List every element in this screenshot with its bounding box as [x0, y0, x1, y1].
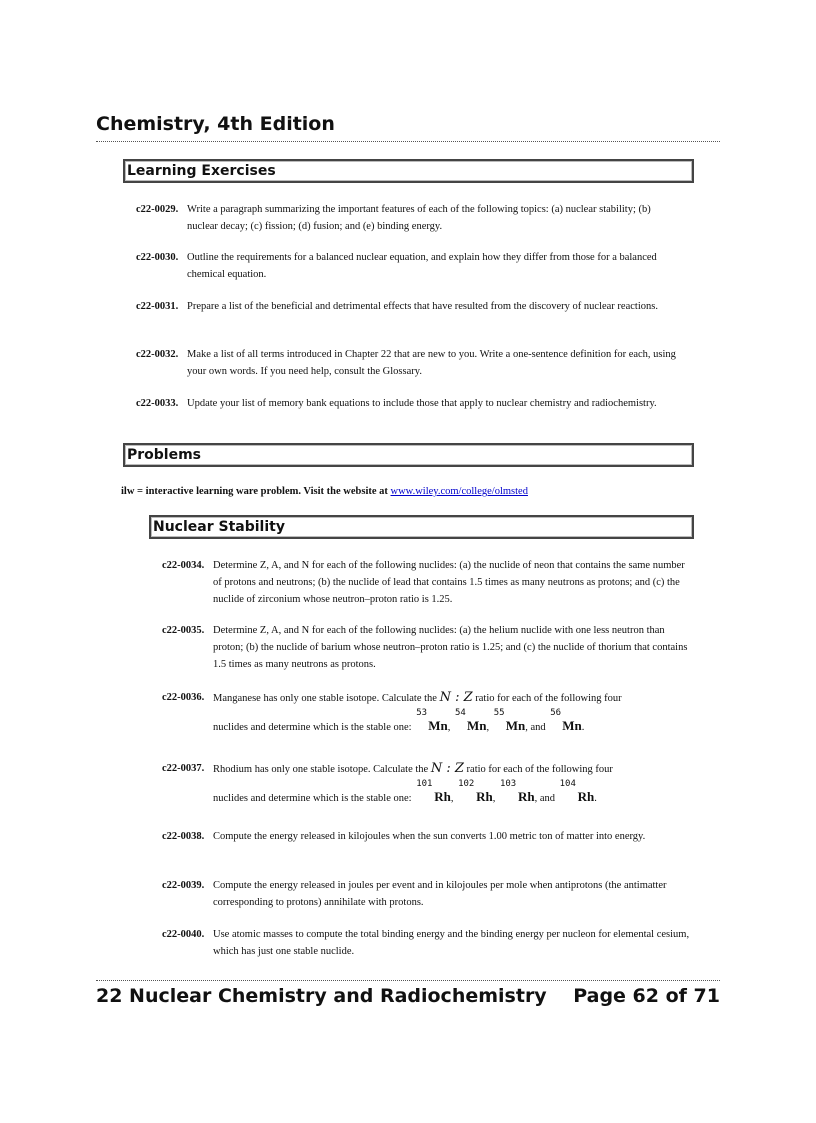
exercise-number: c22-0032.	[136, 349, 179, 360]
problem-number: c22-0036.	[162, 692, 205, 703]
isotope	[458, 779, 493, 807]
problem-text: Determine Z, A, and N for each of the following nuclides: (a) the helium nuclide with one less neutron than proton; (b) the nuclide of barium whose neutron–proton ratio is 1.25; and (c) the nuclide of thorium that contains 1.5 times as many neutrons as protons.	[213, 625, 688, 670]
exercise-item	[136, 249, 684, 283]
mass-number: 55	[493, 708, 505, 718]
problem-text: ratio for each of the following four	[466, 764, 613, 775]
problem-text: Compute the energy released in joules per event and in kilojoules per mole when antiprotons (the antimatter corresponding to protons) annihilate with protons.	[213, 880, 667, 908]
mass-number: 54	[454, 708, 466, 718]
book-title: Chemistry, 4th Edition	[96, 113, 335, 135]
exercise-text: Outline the requirements for a balanced nuclear equation, and explain how they differ from those for a balanced chemical equation.	[187, 252, 657, 280]
problem-text: Manganese has only one stable isotope. Calculate the	[213, 693, 437, 704]
header-divider	[96, 141, 720, 142]
section-title: Nuclear Stability	[153, 519, 285, 535]
problem-number: c22-0037.	[162, 763, 205, 774]
separator: .	[581, 722, 585, 733]
problem-item	[162, 557, 690, 608]
separator: ,	[447, 722, 451, 733]
footer-divider	[96, 980, 720, 981]
element-symbol: Mn	[428, 718, 448, 733]
exercise-number: c22-0030.	[136, 252, 179, 263]
separator: , and	[534, 793, 555, 804]
exercise-item	[136, 346, 684, 380]
problems-heading	[123, 443, 694, 467]
separator: ,	[486, 722, 490, 733]
mass-number: 102	[458, 779, 475, 789]
mass-number: 103	[499, 779, 517, 789]
problem-item	[162, 926, 690, 960]
section-title: Problems	[127, 447, 202, 463]
page-number: Page 62 of 71	[573, 985, 720, 1007]
isotope	[493, 708, 526, 736]
problem-text: Determine Z, A, and N for each of the following nuclides: (a) the nuclide of neon that contains the same number of protons and neutrons; (b) the nuclide of lead that contains 1.5 times as many neutrons as protons; and (c) the nuclide of zirconium whose neutron–proton ratio is 1.25.	[213, 560, 685, 605]
element-symbol: Rh	[476, 789, 493, 804]
nuclear-stability-heading	[149, 515, 694, 539]
wiley-website-link[interactable]: www.wiley.com/college/olmsted	[390, 486, 528, 497]
element-symbol: Rh	[577, 789, 595, 804]
isotope	[550, 708, 582, 736]
mass-number: 53	[416, 708, 428, 718]
exercise-item	[136, 201, 684, 235]
element-symbol: Rh	[434, 789, 451, 804]
problem-number: c22-0040.	[162, 929, 205, 940]
learning-exercises-heading	[123, 159, 694, 183]
exercise-text: Write a paragraph summarizing the important features of each of the following topics: (a) nuclear stability; (b) nuclear decay; (c) fission; (d) fusion; and (e) binding energy.	[187, 204, 651, 232]
ratio-symbol: N : Z	[439, 690, 473, 705]
isotope	[416, 708, 448, 736]
problem-text: Use atomic masses to compute the total binding energy and the binding energy per nucleon for elemental cesium, which has just one stable nuclide.	[213, 929, 690, 957]
element-symbol: Mn	[505, 718, 526, 733]
separator: .	[594, 793, 597, 804]
mass-number: 101	[416, 779, 433, 789]
exercise-item	[136, 395, 684, 412]
problem-text: ratio for each of the following four	[475, 693, 622, 704]
ratio-symbol: N : Z	[430, 761, 464, 776]
problem-number: c22-0038.	[162, 831, 205, 842]
exercise-item	[136, 298, 684, 315]
exercise-text: Prepare a list of the beneficial and detrimental effects that have resulted from the discovery of nuclear reactions.	[187, 301, 658, 312]
problem-item	[162, 689, 690, 736]
exercise-text: Make a list of all terms introduced in Chapter 22 that are new to you. Write a one-sentence definition for each, using your own words. If you need help, consult the Glossary.	[187, 349, 676, 377]
problem-text: Compute the energy released in kilojoules when the sun converts 1.00 metric ton of matter into energy.	[213, 831, 646, 842]
problem-item	[162, 622, 690, 673]
exercise-number: c22-0029.	[136, 204, 179, 215]
ilw-text: ilw = interactive learning ware problem. Visit the website at	[121, 486, 388, 497]
problem-item	[162, 877, 690, 911]
problem-number: c22-0035.	[162, 625, 205, 636]
problem-text: nuclides and determine which is the stable one:	[213, 722, 412, 733]
separator: ,	[492, 793, 496, 804]
chapter-title: 22 Nuclear Chemistry and Radiochemistry	[96, 985, 547, 1007]
isotope	[454, 708, 490, 736]
problem-item	[162, 828, 690, 845]
exercise-text: Update your list of memory bank equations to include those that apply to nuclear chemistry and radiochemistry.	[187, 398, 657, 409]
separator: ,	[450, 793, 454, 804]
element-symbol: Rh	[517, 789, 535, 804]
section-title: Learning Exercises	[127, 163, 276, 179]
mass-number: 56	[550, 708, 562, 718]
element-symbol: Mn	[562, 718, 582, 733]
mass-number: 104	[559, 779, 576, 789]
problem-number: c22-0034.	[162, 560, 205, 571]
problem-text: nuclides and determine which is the stable one:	[213, 793, 412, 804]
exercise-number: c22-0033.	[136, 398, 179, 409]
problem-text: Rhodium has only one stable isotope. Calculate the	[213, 764, 429, 775]
exercise-number: c22-0031.	[136, 301, 179, 312]
isotope	[499, 779, 535, 807]
ilw-note	[121, 484, 528, 500]
isotope	[416, 779, 451, 807]
problem-item	[162, 760, 690, 807]
problem-number: c22-0039.	[162, 880, 205, 891]
separator: , and	[525, 722, 546, 733]
isotope	[559, 779, 595, 807]
element-symbol: Mn	[466, 718, 487, 733]
